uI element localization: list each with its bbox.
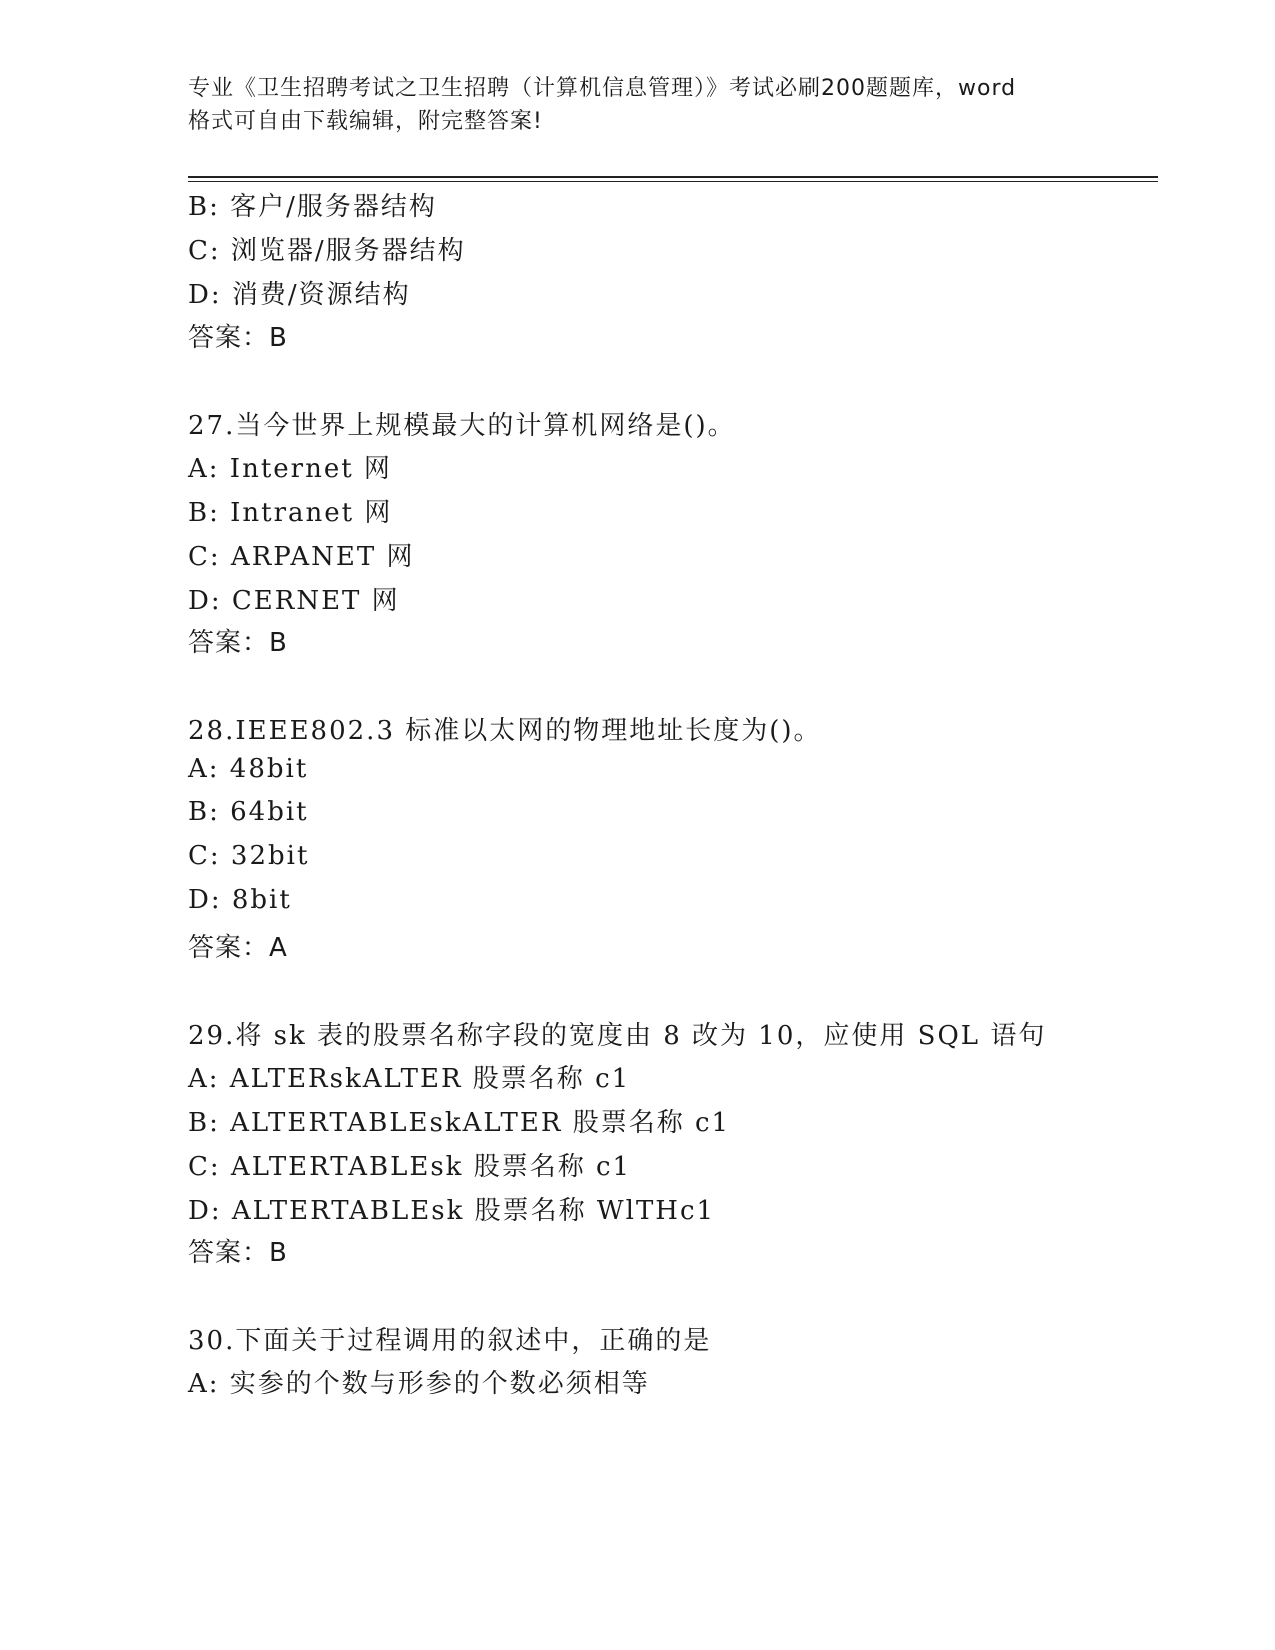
q27-option-c: C: ARPANET 网 [188,542,415,572]
header-divider-thick [188,176,1158,178]
document-header [188,72,1098,138]
q30-option-a: A: 实参的个数与形参的个数必须相等 [188,1369,650,1399]
header-divider-thin [188,181,1158,182]
q29-option-d: D: ALTERTABLEsk 股票名称 WlTHc1 [188,1196,716,1226]
q26-option-b: B: 客户/服务器结构 [188,192,437,222]
q30-question: 30.下面关于过程调用的叙述中，正确的是 [188,1326,712,1356]
q29-option-c: C: ALTERTABLEsk 股票名称 c1 [188,1152,632,1182]
header-line-1: 专业《卫生招聘考试之卫生招聘（计算机信息管理）》考试必刷200题题库，word [188,76,1017,101]
q29-question: 29.将 sk 表的股票名称字段的宽度由 8 改为 10，应使用 SQL 语句 [188,1021,1047,1051]
q29-answer: 答案：B [188,1238,288,1268]
q28-answer: 答案：A [188,933,288,963]
q28-option-d: D: 8bit [188,885,292,915]
q27-option-b: B: Intranet 网 [188,498,393,528]
q29-option-b: B: ALTERTABLEskALTER 股票名称 c1 [188,1108,731,1138]
q27-answer: 答案：B [188,628,288,658]
header-line-2: 格式可自由下载编辑，附完整答案! [188,109,543,134]
q27-option-d: D: CERNET 网 [188,586,400,616]
q26-option-d: D: 消费/资源结构 [188,280,411,310]
q28-question: 28.IEEE802.3 标准以太网的物理地址长度为()。 [188,716,822,746]
q28-option-a: A: 48bit [188,754,309,784]
q28-option-b: B: 64bit [188,797,309,827]
q26-answer: 答案：B [188,323,288,353]
q27-option-a: A: Internet 网 [188,454,392,484]
q26-option-c: C: 浏览器/服务器结构 [188,236,466,266]
q29-option-a: A: ALTERskALTER 股票名称 c1 [188,1064,631,1094]
q27-question: 27.当今世界上规模最大的计算机网络是()。 [188,411,736,441]
q28-option-c: C: 32bit [188,841,310,871]
